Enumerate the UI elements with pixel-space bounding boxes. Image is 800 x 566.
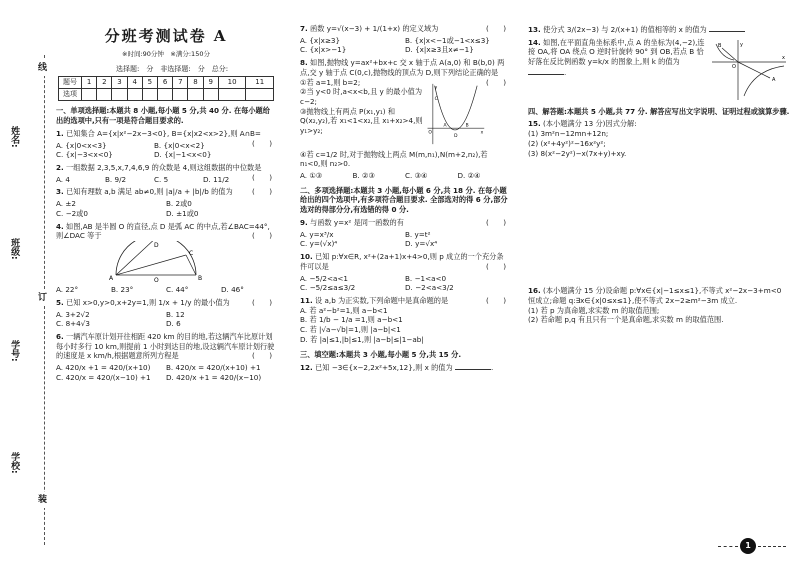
question-text: 函数 y=√(x−3) + 1/(1+x) 的定义域为 [310,24,439,33]
question-text: 如图,在平面直角坐标系中,点 A 的坐标为(4,−2),连接 OA,将 OA 绕点 O 逆时针旋转 90° 到 OB,若点 B 恰好落在反比例函数 y=k/x 的图象上,则 k 的值为 [528,37,705,67]
question-text: 已知 x>0,y>0,x+2y=1,则 1/x + 1/y 的最小值为 [66,297,230,307]
option-a: A. 4 [56,174,70,184]
question-number: 13. [528,25,541,34]
section-2-heading: 二、多项选择题:本题共 3 小题,每小题 6 分,共 18 分. 在每小题给出的四个选项中,有多项符合题目要求. 全部选对的得 6 分,部分选对的得部分分,有选错的得 0 分. [300,185,508,215]
answer-table-header-label: 题号 [59,77,82,89]
sub-question-2: (2) (x²+4y²)²−16x²y²; [528,138,606,148]
question-text: 如图,AB 是半圆 O 的直径,点 D 是弧 AC 的中点,若∠BAC=44°,则∠DAC 等于 [56,221,270,241]
question-number: 15. [528,119,541,129]
option-a: A. y=x³/x [300,229,334,239]
question-3 [56,187,276,218]
option-b: B. 12 [166,309,185,319]
student-id-label: 学号: [9,340,20,362]
parabola-curve [435,85,478,129]
answer-paren: ( ) [486,77,506,87]
answer-cell[interactable] [158,89,173,101]
answer-paren: ( ) [252,297,272,307]
option-b: B. {x|x<−1或−1<x≤3} [405,35,490,45]
statement-4: ④若 c=1/2 时,对于抛物线上两点 M(m,n₁),N(m+2,n₂),若 n₁<0,则 n₂>0. [300,149,488,169]
option-c: C. −5/2≤a≤3/2 [300,283,356,293]
statement-3: ③抛物线上有两点 P(x₁,y₁) 和 Q(x₂,y₂),若 x₁<1<x₂,且 x₁+x₂>4,则 y₁>y₂; [300,106,423,136]
binding-word-1: 线 [38,60,47,76]
question-number: 8. [300,58,308,68]
hyperbola-branch-2 [744,66,784,96]
fig-label: B [718,42,722,49]
binding-word-3: 装 [38,492,47,508]
question-number: 6. [56,331,64,341]
answer-table-number: 3 [112,77,127,89]
fig-label: A [109,275,114,283]
fig-label: B [198,275,203,283]
page-dash-left [718,546,738,547]
name-label: 姓名: [9,126,20,148]
question-9 [300,218,510,249]
fig-label: C [434,96,438,102]
question-15 [528,119,790,158]
option-a: A. ±2 [56,199,76,209]
option-c: C. 420/x = 420/(x−10) +1 [56,372,151,382]
question-text: (本小题满分 13 分)因式分解: [543,119,637,129]
answer-cell[interactable] [112,89,127,101]
answer-table-number: 8 [188,77,203,89]
option-d: D. 420/x +1 = 420/(x−10) [166,372,262,382]
answer-table-number: 9 [203,77,218,89]
answer-table-number: 7 [173,77,188,89]
option-b: B. 2或0 [166,199,192,209]
answer-paren: ( ) [486,24,506,33]
answer-blank[interactable] [528,67,564,75]
question-16 [528,286,790,325]
question-number: 5. [56,297,64,307]
question-7 [300,24,510,55]
school-label: 学校: [9,452,20,474]
question-number: 3. [56,187,64,197]
option-c: C. {x|−3<x<0} [56,150,113,160]
answer-cell[interactable] [82,89,97,101]
page-title: 分班考测试卷 A [104,27,228,45]
question-text: 已知 −3∈{x−2,2x²+5x,12},则 x 的值为 [315,363,453,373]
question-number: 16. [528,286,541,296]
sub-question-1: (1) 3m²n−12mn+12n; [528,129,609,139]
chord-ad [116,241,158,275]
coordinate-figure [710,38,788,102]
section-4-heading: 四、解答题:本题共 5 小题,共 77 分. 解答应写出文字说明、证明过程或演算步骤. [528,106,790,116]
fig-label: x [480,130,484,136]
option-b: B. −1<a<0 [405,273,447,283]
option-b: B. {x|0<x<2} [154,140,205,150]
question-number: 12. [300,363,313,373]
answer-table-number: 5 [142,77,157,89]
section-1-heading: 一、单项选择题:本题共 8 小题,每小题 5 分,共 40 分. 在每小题给出的选项中,只有一项是符合题目要求的. [56,106,270,126]
question-number: 7. [300,24,308,33]
column-2 [300,18,510,373]
option-b: B. 9/2 [105,174,127,184]
question-text: 已知 p:∀x∈R, x²+(2a+1)x+4>0,则 p 成立的一个充分条件可以是 [300,252,504,271]
answer-table-number: 11 [246,77,274,89]
answer-cell[interactable] [218,89,246,101]
option-d: D. ②④ [457,171,481,181]
option-c: C. ③④ [405,171,428,181]
fig-label: y [434,84,438,90]
option-b: B. 420/x = 420/(x+10) +1 [166,363,261,373]
option-d: D. {x|−1<x<0} [154,150,212,160]
option-c: C. 若 |√a−√b|=1,则 |a−b|<1 [300,325,401,335]
option-c: C. 8+4√3 [56,319,90,329]
question-6 [56,332,276,383]
fig-label: y [740,41,743,48]
option-a: A. {x|x≥3} [300,35,341,45]
option-d: D. 6 [166,319,181,329]
question-number: 4. [56,221,64,231]
option-a: A. 3+2√2 [56,309,90,319]
question-11 [300,296,510,345]
answer-paren: ( ) [252,138,272,148]
segment-oa [738,62,770,78]
binding-word-2: 订 [38,290,47,306]
question-text: 如图,抛物线 y=ax²+bx+c 交 x 轴于点 A(a,0) 和 B(b,0) 两点,交 y 轴于点 C(0,c),抛物线的顶点为 D,则下列结论正确的是 [300,58,505,77]
answer-paren: ( ) [486,261,506,271]
answer-table-number: 6 [158,77,173,89]
answer-paren: ( ) [252,351,272,361]
segment-ob [722,48,738,62]
option-c: C. {x|x>−1} [300,45,347,55]
answer-cell[interactable] [97,89,112,101]
exam-info: ※时间:90分钟 ※满分:150分 [122,50,210,59]
option-d: D. −2<a<3/2 [405,283,454,293]
answer-paren: ( ) [252,231,272,241]
fig-label: C [189,250,194,258]
answer-table-number: 1 [82,77,97,89]
question-number: 14. [528,37,541,47]
question-2 [56,163,276,184]
answer-cell[interactable] [173,89,188,101]
class-label: 班级: [9,238,20,260]
question-13 [528,24,790,35]
question-text: 已知有理数 a,b 满足 ab≠0,则 |a|/a + |b|/b 的值为 [66,187,233,197]
question-8 [300,58,510,181]
page-number: 1 [740,538,756,554]
statement-2: ②当 y<0 时,a<x<b,且 y 的最小值为 c−2; [300,87,423,107]
option-d: D. y=√x⁴ [405,239,438,249]
answer-table-number: 4 [127,77,142,89]
option-d: D. ±1或0 [166,208,199,218]
answer-table-number: 2 [97,77,112,89]
column-3 [528,18,790,325]
option-a: A. 420/x +1 = 420/(x+10) [56,363,151,373]
fig-label: x [782,54,785,61]
fig-label: A [772,76,776,83]
question-number: 11. [300,295,313,305]
question-4 [56,222,276,295]
question-12: 12. 已知 −3∈{x−2,2x²+5x,12},则 x 的值为 . [300,363,494,373]
answer-paren: ( ) [486,295,506,305]
fig-label: O [428,130,432,136]
question-text: 与函数 y=x² 是同一函数的有 [310,217,404,227]
binding-strip [0,0,52,566]
fig-label: O [732,63,736,70]
answer-table-number: 10 [218,77,246,89]
answer-paren: ( ) [252,187,272,197]
option-b: B. 若 1/b − 1/a =1,则 a−b<1 [300,315,403,325]
question-text: 一辆汽车原计划开往相距 420 km 的目的地,若这辆汽车比原计划每小时多行 10 km,则提前 1 小时到达目的地,设这辆汽车原计划行驶的速度是 x km/h,根据题意所列方程是 [56,331,275,361]
sub-question-1: (1) 若 p 为真命题,求实数 m 的取值范围; [528,305,660,315]
answer-cell[interactable] [188,89,203,101]
answer-cell[interactable] [142,89,157,101]
option-a: A. {x|0<x<3} [56,140,107,150]
answer-cell[interactable] [127,89,142,101]
semicircle-figure [96,241,216,283]
question-1 [56,129,276,160]
option-d: D. 11/2 [203,174,230,184]
question-text: 已知集合 A={x|x²−2x−3<0}, B={x|x2<x>2},则 A∩B= [66,128,261,138]
fig-label: O [154,277,159,284]
answer-cell[interactable] [246,89,274,101]
page-dash-right [758,546,786,547]
score-bar: 选择题: 分 非选择题: 分 总分: [116,65,229,74]
sub-question-3: (3) 8(x²−2y²)−x(7x+y)+xy. [528,148,627,158]
option-b: B. y=t² [405,229,431,239]
option-a: A. 若 a²−b²=1,则 a−b<1 [300,305,388,315]
question-number: 9. [300,217,308,227]
answer-paren: ( ) [252,172,272,182]
sub-question-2: (2) 若命题 p,q 有且只有一个是真命题,求实数 m 的取值范围. [528,315,724,325]
question-number: 2. [56,163,64,173]
column-1 [56,18,276,383]
fig-label: B [465,122,469,128]
question-14: 14. 如图,在平面直角坐标系中,点 A 的坐标为(4,−2),连接 OA,将 OA 绕点 O 逆时针旋转 90° 到 OB,若点 B 恰好落在反比例函数 y=k/x 的图象上,则 k 的值为 . y B O x A [528,38,790,102]
option-c: C. 5 [154,174,169,184]
option-d: D. 若 |a|≤1,|b|≤1,则 |a−b|≤|1−ab| [300,334,424,344]
option-b: B. ②③ [352,171,375,181]
fig-label: D [454,133,458,139]
option-c: C. y=(√x)⁴ [300,239,338,249]
option-b: B. 23° [111,285,134,295]
answer-table [58,76,274,101]
option-d: D. 46° [221,285,244,295]
option-a: A. 22° [56,285,79,295]
option-c: C. 44° [166,285,189,295]
fig-label: A [443,122,447,128]
question-text: 设 a,b 为正实数,下列命题中是真命题的是 [315,295,449,305]
answer-blank[interactable] [709,24,745,32]
answer-cell[interactable] [203,89,218,101]
question-5 [56,298,276,329]
answer-blank[interactable] [455,362,491,370]
question-number: 10. [300,252,313,262]
answer-paren: ( ) [486,217,506,227]
question-10 [300,252,510,293]
question-text: 使分式 3/(2x−3) 与 2/(x+1) 的值相等的 x 的值为 [543,25,707,34]
question-text: 一组数据 2,3,5,x,7,4,6,9 的众数是 4,则这组数据的中位数是 [66,163,262,173]
answer-table-option-label: 选项 [59,89,82,101]
section-3-heading: 三、填空题:本题共 3 小题,每小题 5 分,共 15 分. [300,349,462,359]
question-number: 1. [56,128,64,138]
option-a: A. ①③ [300,171,323,181]
option-c: C. −2或0 [56,208,88,218]
option-a: A. −5/2<a<1 [300,273,348,283]
option-d: D. {x|x≥3且x≠−1} [405,45,474,55]
parabola-figure [424,78,486,150]
statement-1: ①若 a=1,则 b=2; [300,77,361,87]
fig-label: D [154,242,159,250]
question-text: (本小题满分 15 分)设命题 p:∀x∈{x|−1≤x≤1},不等式 x²−2x−3+m<0 恒成立;命题 q:∃x∈{x|0≤x≤1},使不等式 2x−2≥m²−3m 成立. [528,286,782,306]
